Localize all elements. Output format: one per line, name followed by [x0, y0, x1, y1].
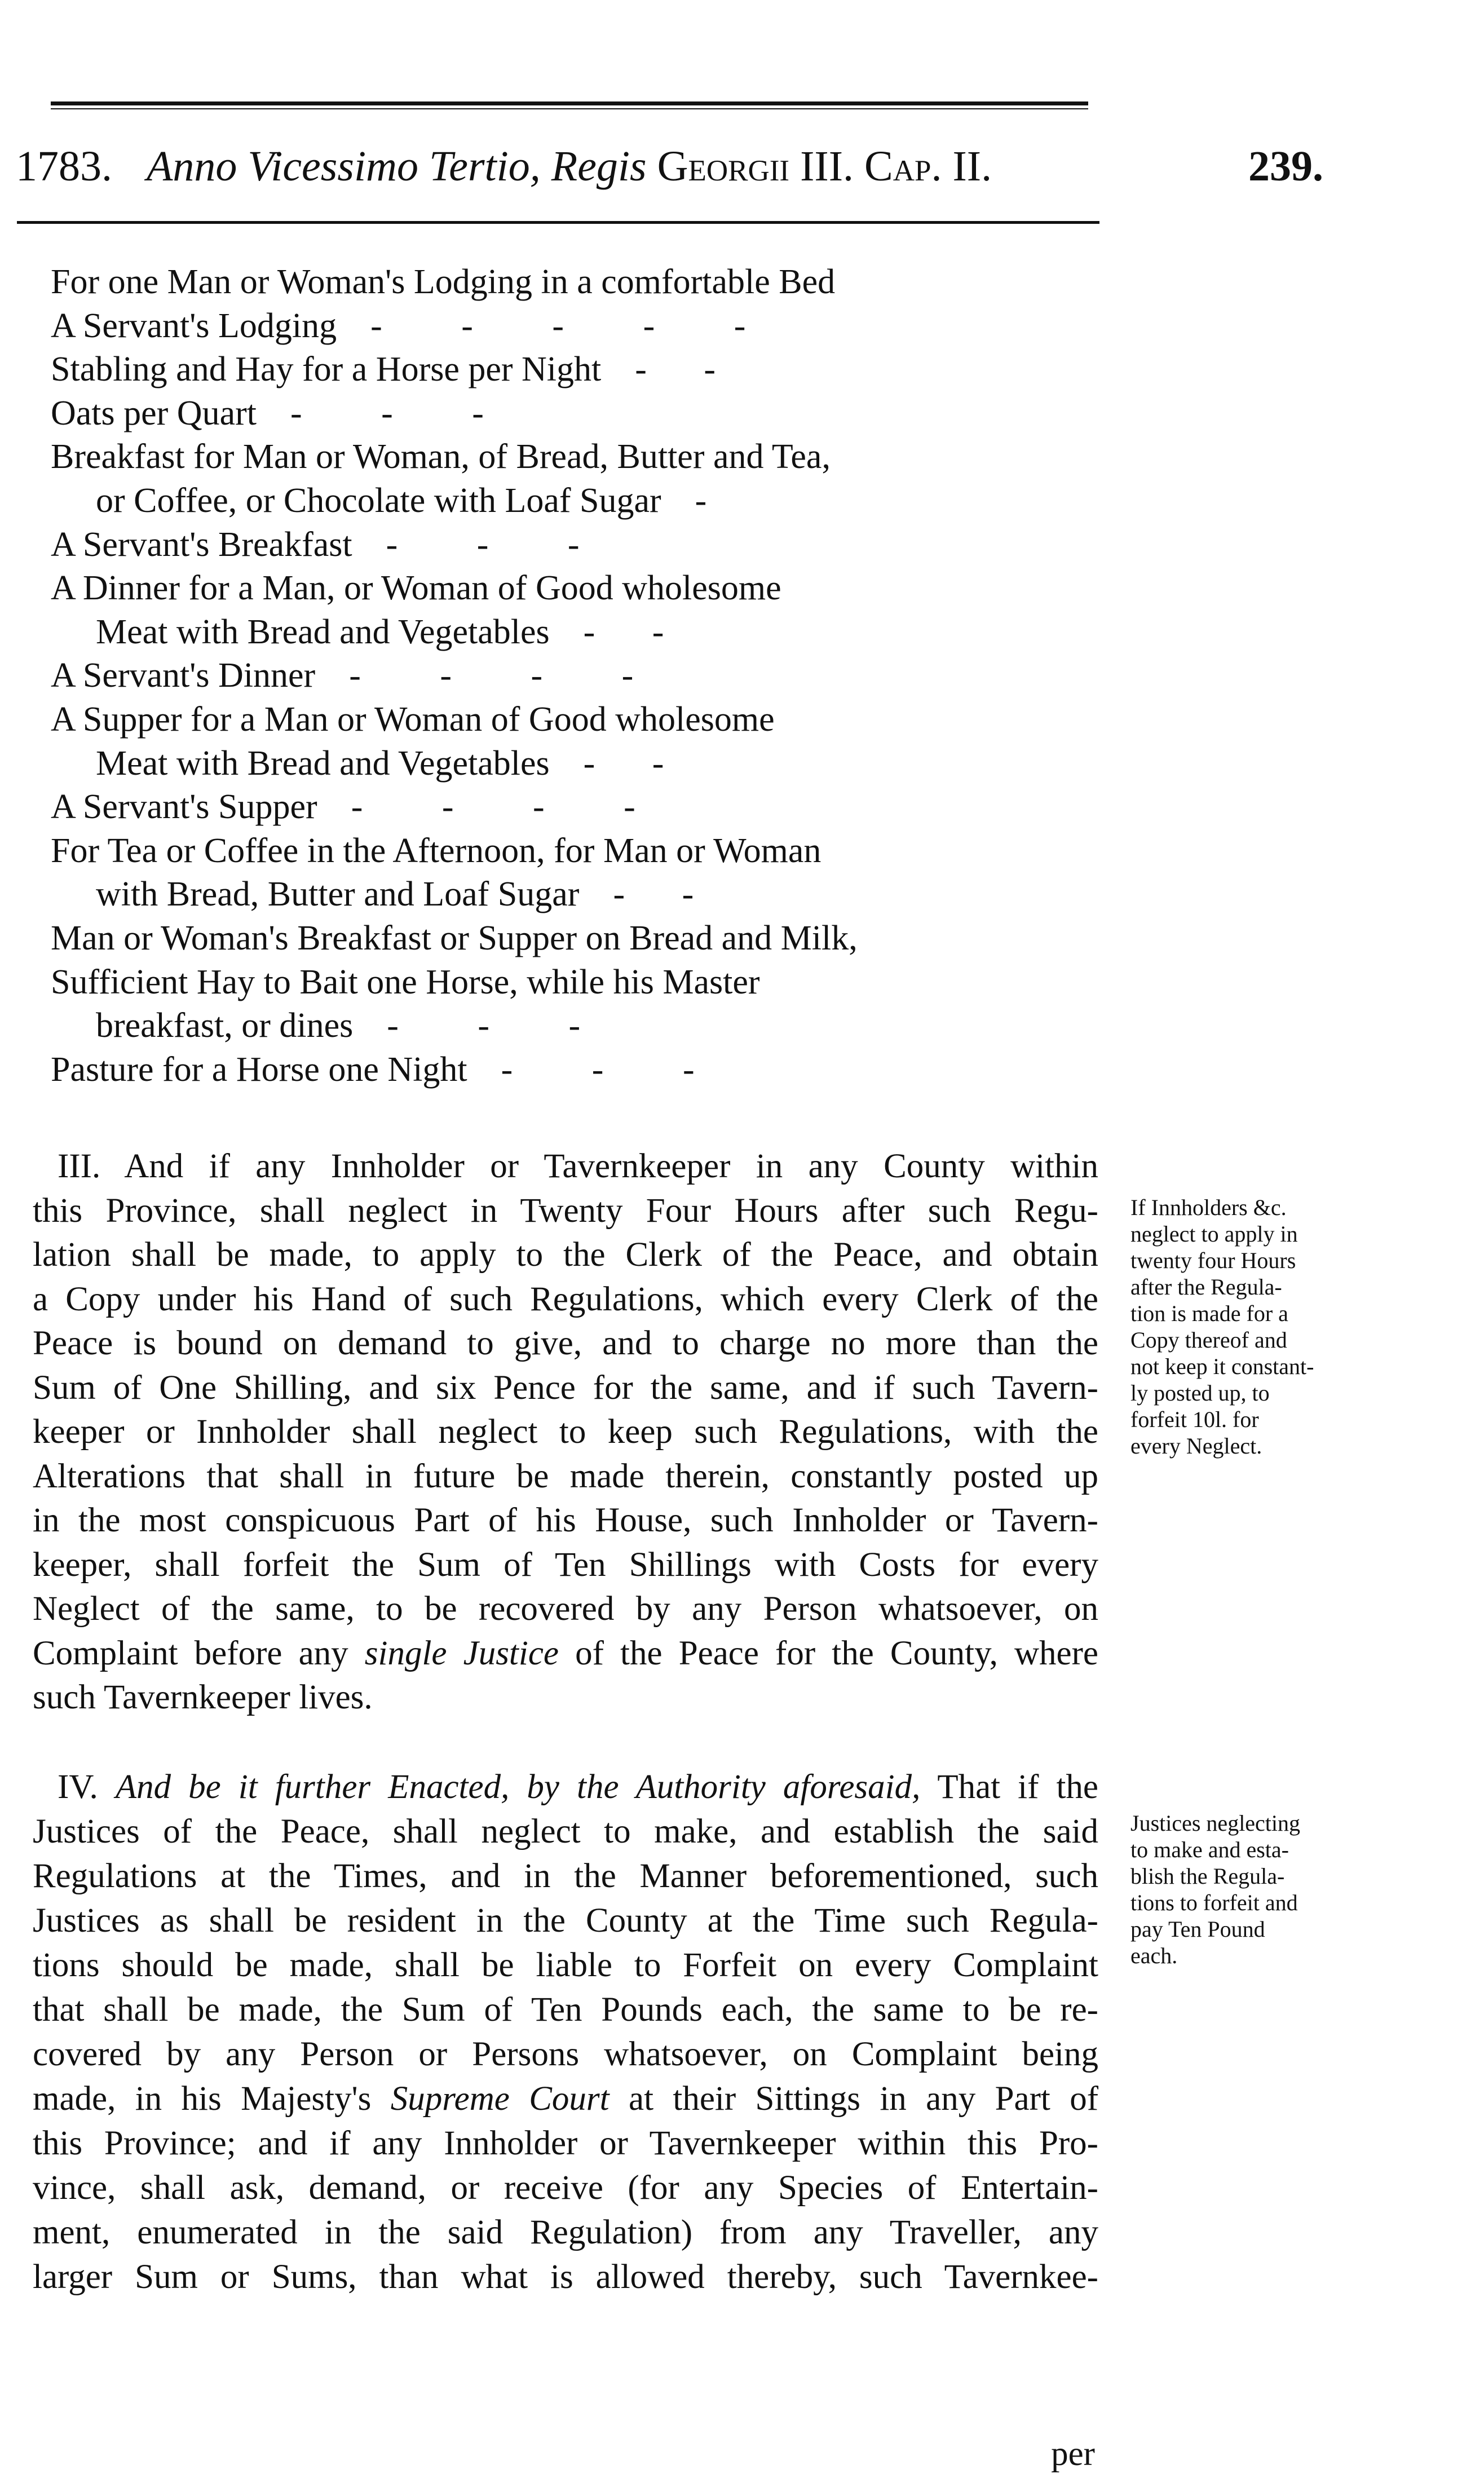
text-line: [33, 1499, 1098, 1543]
text: Neglect of the same, to be recovered by any Person whatsoever, on: [33, 1590, 1098, 1628]
text-line: [33, 1410, 1098, 1455]
italic-text: Supreme Court: [390, 2080, 610, 2118]
text-line: [33, 1854, 1098, 1898]
schedule-item-text: A Servant's Supper: [51, 788, 317, 827]
text-line: [33, 1987, 1098, 2032]
text-line: [33, 1233, 1098, 1278]
text-line: [33, 1676, 1098, 1720]
side-note-line: after the Regula-: [1130, 1274, 1282, 1300]
text-line: [33, 1278, 1098, 1322]
text: at their Sittings in any Part of: [629, 2080, 1099, 2118]
text-line: [33, 1366, 1098, 1411]
schedule-item-leaders: - - -: [387, 1006, 583, 1045]
text-line: [33, 1189, 1098, 1234]
text-line: [33, 1898, 1098, 1943]
side-note-line: ly posted up, to: [1130, 1380, 1270, 1406]
text-line: [33, 1765, 1098, 1809]
schedule-item: [51, 348, 1111, 392]
side-note-line: forfeit 10l. for: [1130, 1407, 1259, 1432]
text: keeper or Innholder shall neglect to keep such Regulations, with the: [33, 1413, 1098, 1451]
text: keeper, shall forfeit the Sum of Ten Shillings with Costs for every: [33, 1545, 1098, 1584]
text: lation shall be made, to apply to the Clerk of the Peace, and obtain: [33, 1236, 1098, 1274]
schedule-item-text: Stabling and Hay for a Horse per Night: [51, 350, 602, 389]
schedule-item: [51, 742, 1111, 786]
side-note-innholders: [1130, 1194, 1401, 1459]
schedule-item-text: breakfast, or dines: [96, 1006, 354, 1045]
schedule-item-leaders: - - - -: [349, 656, 636, 695]
text: III. And if any Innholder or Tavernkeeper in any County within: [58, 1147, 1098, 1185]
schedule-item-text: A Servant's Lodging: [51, 306, 337, 345]
text-line: [33, 1632, 1098, 1676]
text: that shall be made, the Sum of Ten Pounds each, the same to be re-: [33, 1991, 1098, 2029]
text-line: [33, 1543, 1098, 1588]
section-iv: [33, 1765, 1098, 2299]
text-line: [33, 1587, 1098, 1632]
text-line: [33, 1322, 1098, 1366]
schedule-item: [51, 698, 1111, 742]
catchword: per: [1051, 2435, 1095, 2473]
schedule-item-leaders: - - -: [501, 1050, 697, 1089]
schedule-item: [51, 304, 1111, 348]
schedule-item: [51, 611, 1111, 655]
schedule-item-text: or Coffee, or Chocolate with Loaf Sugar: [96, 481, 661, 520]
schedule-item: [51, 1004, 1111, 1048]
schedule-item-text: A Servant's Dinner: [51, 656, 316, 695]
schedule-item-leaders: - -: [635, 350, 718, 389]
italic-text: And be it further Enacted, by the Authority aforesaid,: [115, 1768, 921, 1806]
schedule-item: [51, 392, 1111, 436]
text-line: [33, 2032, 1098, 2077]
text-line: [33, 2166, 1098, 2210]
schedule-item: [51, 523, 1111, 567]
italic-text: single Justice: [364, 1634, 559, 1672]
text-line: [33, 2210, 1098, 2255]
schedule-item-text: Pasture for a Horse one Night: [51, 1050, 467, 1089]
schedule-item-text: A Supper for a Man or Woman of Good wholesome: [51, 700, 775, 739]
text: covered by any Person or Persons whatsoever, on Complaint being: [33, 2035, 1098, 2073]
side-note-line: pay Ten Pound: [1130, 1916, 1265, 1942]
schedule-item-leaders: - - -: [386, 525, 582, 564]
running-head-year: 1783.: [16, 143, 112, 190]
schedule-item: [51, 435, 1111, 479]
side-note-line: every Neglect.: [1130, 1433, 1262, 1459]
text: this Province, shall neglect in Twenty Four Hours after such Regu-: [33, 1191, 1098, 1230]
text: Alterations that shall in future be made therein, constantly posted up: [33, 1457, 1098, 1495]
side-note-line: not keep it constant-: [1130, 1354, 1314, 1379]
schedule-item-text: A Servant's Breakfast: [51, 525, 352, 564]
side-note-line: twenty four Hours: [1130, 1248, 1296, 1273]
schedule-item: [51, 567, 1111, 611]
side-note-line: each.: [1130, 1943, 1178, 1968]
text: Complaint before any: [33, 1634, 348, 1672]
text: That if the: [937, 1768, 1098, 1806]
side-note-line: blish the Regula-: [1130, 1863, 1285, 1889]
text: made, in his Majesty's: [33, 2080, 372, 2118]
page-number: 239.: [1248, 143, 1323, 190]
side-note-line: neglect to apply in: [1130, 1221, 1298, 1247]
head-rule: [17, 221, 1099, 224]
text: such Tavernkeeper lives.: [33, 1678, 373, 1716]
text: Justices as shall be resident in the County at the Time such Regula-: [33, 1902, 1098, 1940]
schedule-item: [51, 873, 1111, 917]
running-head-title: [147, 135, 992, 197]
text: this Province; and if any Innholder or Tavernkeeper within this Pro-: [33, 2124, 1098, 2162]
text: IV.: [58, 1768, 98, 1806]
text: tions should be made, shall be liable to Forfeit on every Complaint: [33, 1946, 1098, 1984]
schedule-item: [51, 829, 1111, 873]
schedule-item-leaders: - -: [613, 875, 696, 914]
schedule-item-text: Sufficient Hay to Bait one Horse, while his Master: [51, 962, 760, 1001]
running-head: [0, 135, 1484, 197]
rates-schedule: [51, 260, 1111, 1092]
text: of the Peace for the County, where: [575, 1634, 1098, 1672]
side-note-line: tions to forfeit and: [1130, 1890, 1298, 1915]
schedule-item-text: with Bread, Butter and Loaf Sugar: [96, 875, 580, 914]
schedule-item-text: A Dinner for a Man, or Woman of Good wholesome: [51, 569, 781, 608]
schedule-item-text: For Tea or Coffee in the Afternoon, for Man or Woman: [51, 831, 822, 870]
text-line: [33, 1145, 1098, 1189]
schedule-item-text: Meat with Bread and Vegetables: [96, 612, 550, 651]
side-note-line: Copy thereof and: [1130, 1327, 1287, 1353]
side-note-line: tion is made for a: [1130, 1301, 1288, 1326]
text: a Copy under his Hand of such Regulations, which every Clerk of the: [33, 1280, 1098, 1318]
schedule-item: [51, 961, 1111, 1005]
schedule-item-text: Man or Woman's Breakfast or Supper on Bread and Milk,: [51, 918, 858, 957]
text-line: [33, 1809, 1098, 1854]
schedule-item-leaders: - - -: [290, 394, 486, 432]
running-head-king: Georgii III. Cap. II.: [657, 143, 992, 190]
side-note-justices: [1130, 1810, 1401, 1969]
text: Regulations at the Times, and in the Manner beforementioned, such: [33, 1857, 1098, 1895]
schedule-item: [51, 917, 1111, 961]
text: Justices of the Peace, shall neglect to make, and establish the said: [33, 1813, 1098, 1850]
text: larger Sum or Sums, than what is allowed thereby, such Tavernkee-: [33, 2258, 1098, 2296]
schedule-item-text: For one Man or Woman's Lodging in a comfortable Bed: [51, 263, 836, 301]
text-line: [33, 2121, 1098, 2166]
top-rule-thick: [51, 101, 1088, 105]
text-line: [33, 1943, 1098, 1987]
schedule-item-leaders: - -: [583, 744, 666, 783]
text: ment, enumerated in the said Regulation) from any Traveller, any: [33, 2214, 1098, 2251]
schedule-item-text: Oats per Quart: [51, 394, 257, 432]
section-iii: [33, 1145, 1098, 1720]
schedule-item-text: Breakfast for Man or Woman, of Bread, Butter and Tea,: [51, 438, 831, 476]
schedule-item-leaders: - - - -: [351, 788, 638, 827]
text-line: [33, 2255, 1098, 2299]
schedule-item: [51, 654, 1111, 698]
text-line: [33, 1455, 1098, 1499]
schedule-item: [51, 1048, 1111, 1092]
side-note-line: Justices neglecting: [1130, 1810, 1301, 1836]
text-line: [33, 2077, 1098, 2121]
side-note-line: If Innholders &c.: [1130, 1195, 1287, 1220]
text: Peace is bound on demand to give, and to charge no more than the: [33, 1324, 1098, 1362]
schedule-item-leaders: - -: [583, 612, 666, 651]
schedule-item: [51, 479, 1111, 523]
side-note-line: to make and esta-: [1130, 1837, 1289, 1862]
running-head-title-italic: Anno Vicessimo Tertio, Regis: [147, 143, 647, 190]
text: in the most conspicuous Part of his House, such Innholder or Tavern-: [33, 1501, 1098, 1539]
schedule-item: [51, 785, 1111, 829]
text: vince, shall ask, demand, or receive (for any Species of Entertain-: [33, 2169, 1098, 2207]
schedule-item-text: Meat with Bread and Vegetables: [96, 744, 550, 783]
schedule-item: [51, 260, 1111, 304]
top-rule-thin: [51, 108, 1088, 109]
schedule-item-leaders: - - - - -: [370, 306, 748, 345]
schedule-item-leaders: -: [695, 481, 709, 520]
text: Sum of One Shilling, and six Pence for the same, and if such Tavern-: [33, 1368, 1098, 1407]
